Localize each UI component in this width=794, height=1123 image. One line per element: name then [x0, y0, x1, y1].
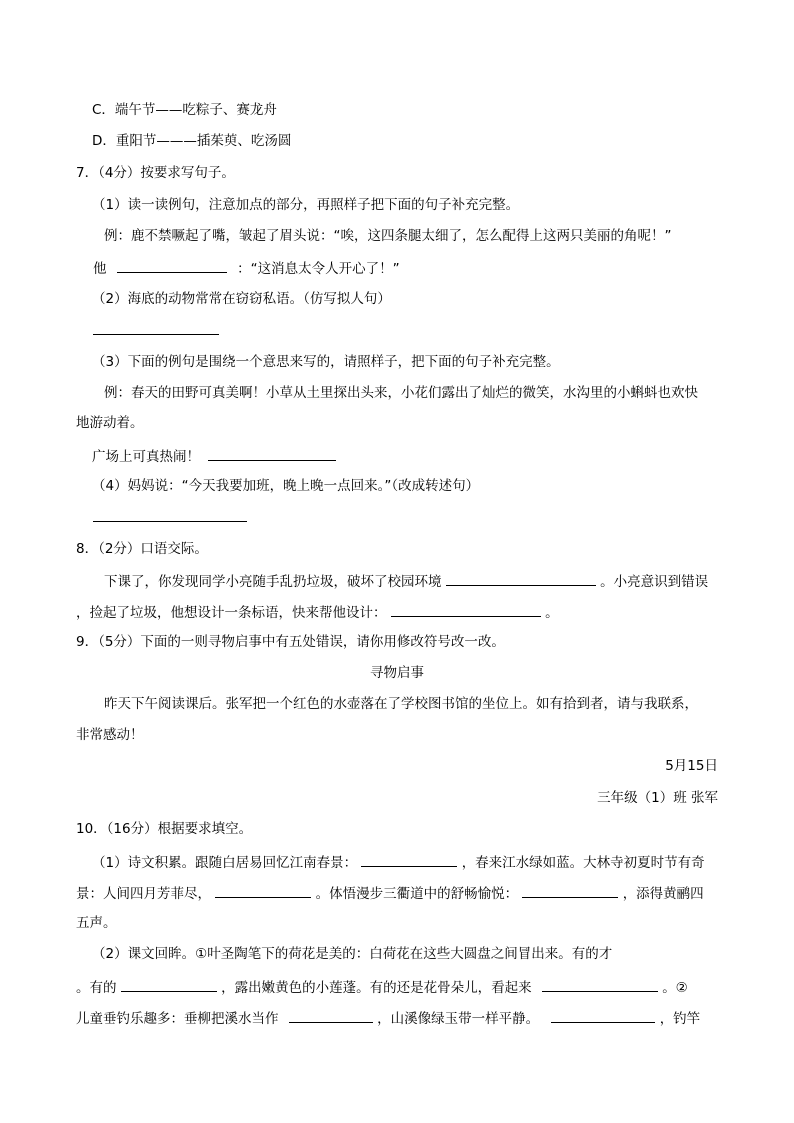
- q7-part1-example: 例：鹿不禁噘起了嘴，皱起了眉头说：“唉，这四条腿太细了，怎么配得上这两只美丽的角呢！”: [104, 228, 672, 244]
- q7-part4-answer-blank[interactable]: [93, 521, 247, 522]
- q7-part2-answer-blank[interactable]: [93, 334, 219, 335]
- q7-part3-prompt: 广场上可真热闹！: [92, 449, 200, 465]
- question-8-heading: 8．（2分）口语交际。: [76, 541, 208, 557]
- q10-poem-prompt-2: 景：人间四月芳菲尽，: [76, 886, 211, 902]
- q10-fishing-cont: ，钓竿: [659, 1011, 701, 1027]
- q10-blank-1[interactable]: [361, 852, 457, 867]
- q10-line2: [76, 883, 704, 903]
- option-c: C．端午节——吃粽子、赛龙舟: [92, 102, 277, 118]
- q8-line1: [104, 571, 708, 591]
- q10-fishing-prompt-2: ，山溪像绿玉带一样平静。: [377, 1011, 540, 1027]
- q8-blank-1[interactable]: [446, 571, 596, 586]
- q8-scenario-cont: 。小亮意识到错误: [600, 574, 709, 590]
- q7-part1-subject: 他: [93, 261, 107, 277]
- q8-blank-2[interactable]: [391, 602, 541, 617]
- q10-blank-7[interactable]: [551, 1008, 655, 1023]
- q9-notice-body-line1: 昨天下午阅读课后。张军把一个红色的水壶落在了学校图书馆的坐位上。如有拾到者，请与我联系，: [104, 696, 698, 712]
- q8-slogan-text: ，捡起了垃圾，他想设计一条标语，快来帮他设计：: [76, 605, 387, 621]
- q10-blank-6[interactable]: [289, 1008, 373, 1023]
- q10-line5: [76, 977, 688, 997]
- q7-part3-instruction: （3）下面的例句是围绕一个意思来写的，请照样子，把下面的句子补充完整。: [92, 354, 560, 370]
- q7-part3-blank[interactable]: [208, 446, 336, 461]
- q7-part2-instruction: （2）海底的动物常常在窃窃私语。（仿写拟人句）: [92, 291, 391, 307]
- q10-line3: 五声。: [76, 915, 117, 931]
- question-7-heading: 7．（4分）按要求写句子。: [76, 165, 235, 181]
- q9-notice-body-line2: 非常感动！: [76, 727, 144, 743]
- q9-notice-date: 5月15日: [665, 758, 718, 774]
- q10-poem-cont-3: ，添得黄鹂四: [622, 886, 704, 902]
- q8-line2: [76, 602, 559, 622]
- q10-blank-4[interactable]: [121, 977, 217, 992]
- q10-lotus-prompt-2: ，露出嫩黄色的小莲蓬。有的还是花骨朵儿，看起来: [221, 980, 532, 996]
- q10-line1: [92, 852, 705, 872]
- q10-line4: （2）课文回眸。①叶圣陶笔下的荷花是美的：白荷花在这些大圆盘之间冒出来。有的才: [92, 946, 613, 962]
- q10-poem-prompt-1: （1）诗文积累。跟随白居易回忆江南春景：: [92, 855, 358, 871]
- q7-part1-answer-line: [93, 258, 400, 278]
- q10-fishing-prompt-1: 儿童垂钓乐趣多：垂柳把溪水当作: [76, 1011, 279, 1027]
- q7-part3-example-line2: 地游动着。: [76, 415, 144, 431]
- q10-poem-prompt-3: 。体悟漫步三衢道中的舒畅愉悦：: [315, 886, 519, 902]
- q10-blank-5[interactable]: [542, 977, 658, 992]
- q10-lotus-prompt-1: 。有的: [76, 980, 117, 996]
- q9-notice-signature: 三年级（1）班 张军: [597, 790, 718, 806]
- q7-part4-instruction: （4）妈妈说：“今天我要加班，晚上晚一点回来。”（改成转述句）: [92, 478, 480, 494]
- q10-lotus-end: 。②: [662, 980, 688, 996]
- q10-blank-3[interactable]: [522, 883, 618, 898]
- q7-part1-quote: ：“这消息太令人开心了！”: [237, 261, 400, 277]
- question-10-heading: 10．（16分）根据要求填空。: [76, 821, 253, 837]
- q7-part3-answer-line: [92, 446, 336, 466]
- q7-part1-instruction: （1）读一读例句，注意加点的部分，再照样子把下面的句子补充完整。: [92, 197, 520, 213]
- q8-end-mark: 。: [545, 605, 559, 621]
- q7-part1-blank[interactable]: [117, 258, 227, 273]
- q10-poem-cont-1: ，春来江水绿如蓝。大林寺初夏时节有奇: [461, 855, 705, 871]
- q7-part3-example-line1: 例：春天的田野可真美啊！小草从土里探出头来，小花们露出了灿烂的微笑，水沟里的小蝌蚪也欢快: [104, 385, 698, 401]
- q8-scenario-text: 下课了，你发现同学小亮随手乱扔垃圾，破坏了校园环境: [104, 574, 442, 590]
- option-d: D．重阳节———插茱萸、吃汤圆: [92, 133, 292, 149]
- q10-line6: [76, 1008, 700, 1028]
- question-9-heading: 9．（5分）下面的一则寻物启事中有五处错误，请你用修改符号改一改。: [76, 634, 505, 650]
- q10-blank-2[interactable]: [215, 883, 311, 898]
- q9-notice-title: 寻物启事: [370, 665, 424, 681]
